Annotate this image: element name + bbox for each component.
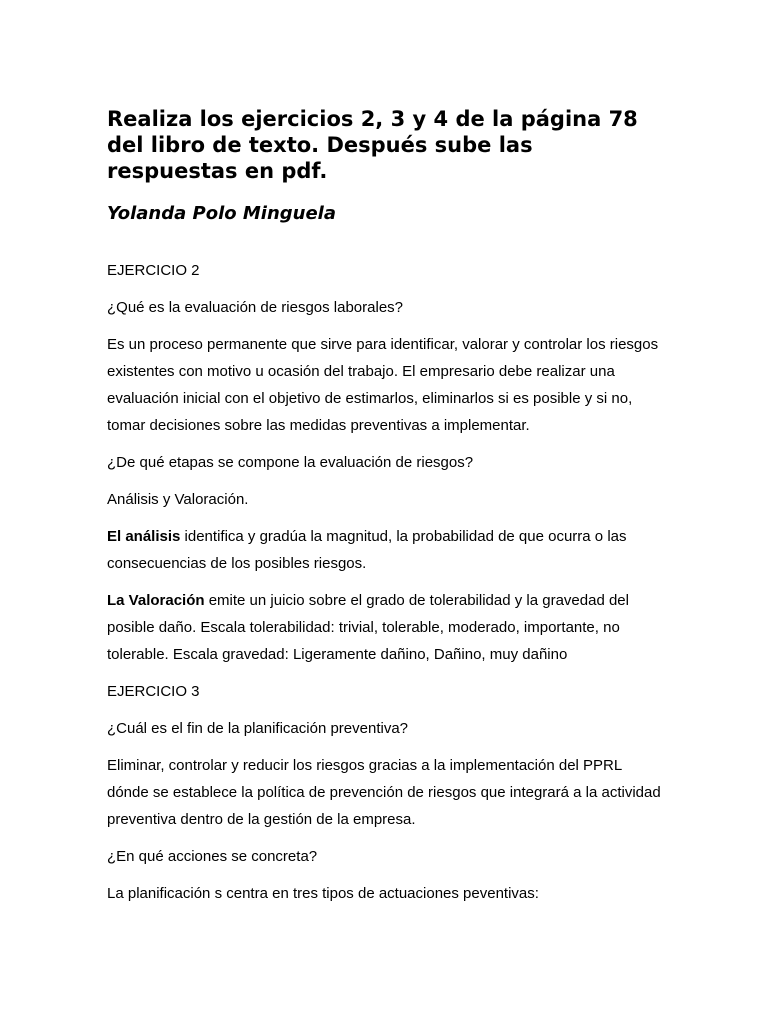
exercise-2-question-1: ¿Qué es la evaluación de riesgos laborales? bbox=[107, 299, 404, 316]
document-page bbox=[107, 106, 667, 917]
analisis-text: identifica y gradúa la magnitud, la probabilidad de que ocurra o las consecuencias de los posibles riesgos. bbox=[107, 528, 627, 572]
exercise-2-question-2: ¿De qué etapas se compone la evaluación de riesgos? bbox=[107, 454, 474, 471]
valoracion-paragraph bbox=[107, 587, 667, 668]
valoracion-text: emite un juicio sobre el grado de tolerabilidad y la gravedad del posible daño. Escala tolerabilidad: trivial, tolerable, moderado, importante, no tolerable. Escala gravedad: Ligeramente dañino, Dañino, muy dañino bbox=[107, 592, 629, 663]
exercise-3-question-2: ¿En qué acciones se concreta? bbox=[107, 848, 318, 865]
exercise-2-heading: EJERCICIO 2 bbox=[107, 262, 200, 279]
exercise-3-heading: EJERCICIO 3 bbox=[107, 683, 200, 700]
exercise-3-question-1: ¿Cuál es el fin de la planificación preventiva? bbox=[107, 720, 409, 737]
exercise-3-answer-2: La planificación s centra en tres tipos de actuaciones peventivas: bbox=[107, 885, 539, 902]
exercise-3-answer-1: Eliminar, controlar y reducir los riesgos gracias a la implementación del PPRL dónde se establece la política de prevención de riesgos que integrará a la actividad preventiva dentro de la gestión de la empresa. bbox=[107, 757, 661, 828]
author-name: Yolanda Polo Minguela bbox=[107, 203, 336, 224]
document-title: Realiza los ejercicios 2, 3 y 4 de la página 78 del libro de texto. Después sube las respuestas en pdf. bbox=[107, 107, 638, 183]
analisis-paragraph bbox=[107, 523, 667, 577]
exercise-2-answer-2: Análisis y Valoración. bbox=[107, 491, 249, 508]
analisis-term: El análisis bbox=[107, 528, 181, 545]
valoracion-term: La Valoración bbox=[107, 592, 205, 609]
exercise-2-answer-1: Es un proceso permanente que sirve para identificar, valorar y controlar los riesgos existentes con motivo u ocasión del trabajo. El empresario debe realizar una evaluación inicial con el objetivo de estimarlos, eliminarlos si es posible y si no, tomar decisiones sobre las medidas preventivas a implementar. bbox=[107, 336, 659, 434]
